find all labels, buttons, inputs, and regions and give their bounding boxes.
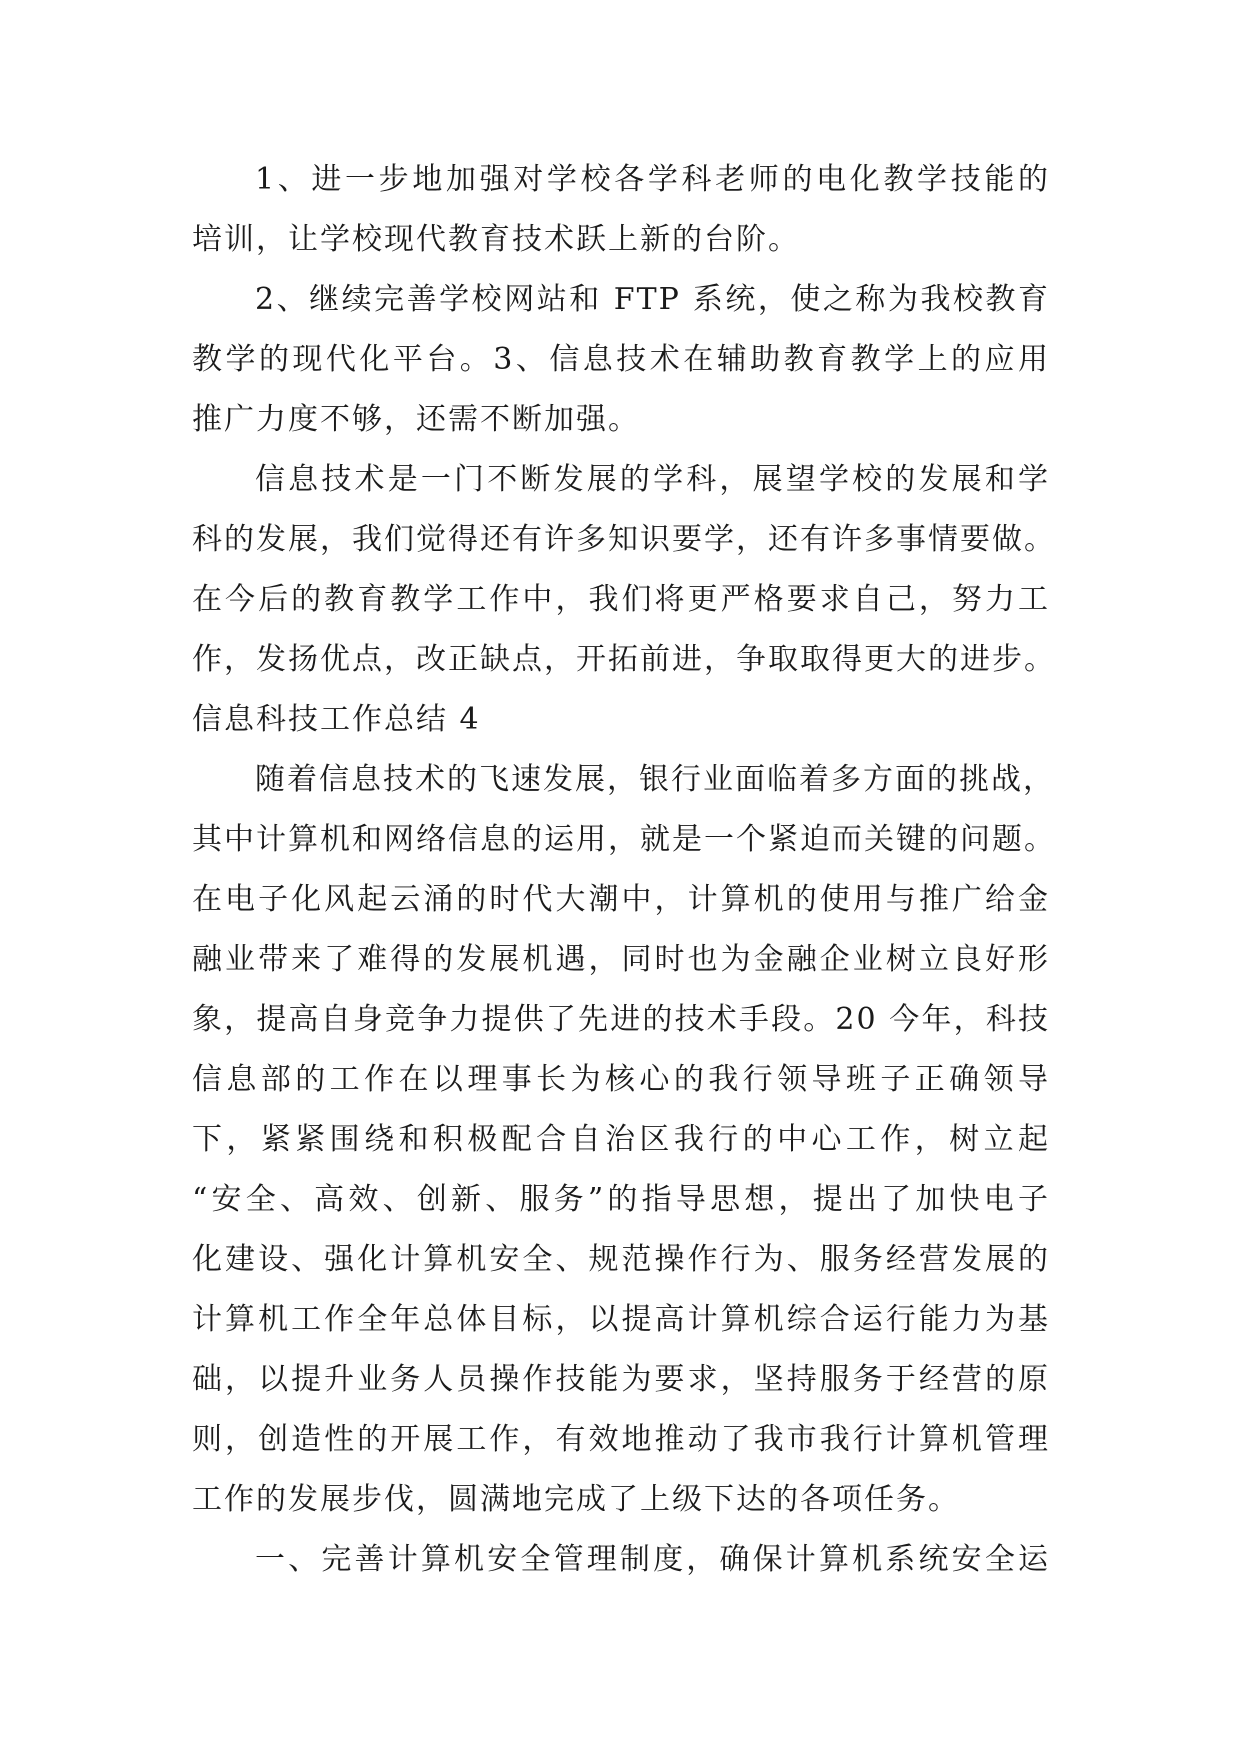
document-page xyxy=(192,150,1056,1590)
text-line: 础，以提升业务人员操作技能为要求，坚持服务于经营的原 xyxy=(192,1362,1050,1397)
text-line: 融业带来了难得的发展机遇，同时也为金融企业树立良好形 xyxy=(192,942,1050,977)
text-line: 作，发扬优点，改正缺点，开拓前进，争取取得更大的进步。 xyxy=(192,642,1056,677)
text-line: 2、继续完善学校网站和 FTP 系统，使之称为我校教育 xyxy=(255,282,1050,317)
text-line: 象，提高自身竞争力提供了先进的技术手段。20 今年，科技 xyxy=(192,1002,1050,1037)
text-line: 其中计算机和网络信息的运用，就是一个紧迫而关键的问题。 xyxy=(192,822,1056,857)
text-line: 随着信息技术的飞速发展，银行业面临着多方面的挑战， xyxy=(255,762,1055,797)
text-line: “安全、高效、创新、服务”的指导思想，提出了加快电子 xyxy=(192,1182,1050,1217)
text-line: 1、进一步地加强对学校各学科老师的电化教学技能的 xyxy=(255,162,1050,197)
text-line: 推广力度不够，还需不断加强。 xyxy=(192,402,640,437)
text-line: 培训，让学校现代教育技术跃上新的台阶。 xyxy=(192,222,800,257)
text-line: 一、完善计算机安全管理制度，确保计算机系统安全运 xyxy=(255,1542,1050,1577)
text-line: 则，创造性的开展工作，有效地推动了我市我行计算机管理 xyxy=(192,1422,1050,1457)
text-line: 教学的现代化平台。3、信息技术在辅助教育教学上的应用 xyxy=(192,342,1050,377)
text-line: 科的发展，我们觉得还有许多知识要学，还有许多事情要做。 xyxy=(192,522,1056,557)
text-line: 下，紧紧围绕和积极配合自治区我行的中心工作，树立起 xyxy=(192,1122,1050,1157)
text-line: 计算机工作全年总体目标，以提高计算机综合运行能力为基 xyxy=(192,1302,1050,1337)
section-heading: 信息科技工作总结 4 xyxy=(192,702,481,737)
text-line: 在今后的教育教学工作中，我们将更严格要求自己，努力工 xyxy=(192,582,1050,617)
text-line: 化建设、强化计算机安全、规范操作行为、服务经营发展的 xyxy=(192,1242,1050,1277)
text-line: 在电子化风起云涌的时代大潮中，计算机的使用与推广给金 xyxy=(192,882,1050,917)
text-line: 信息技术是一门不断发展的学科，展望学校的发展和学 xyxy=(255,462,1050,497)
text-line: 工作的发展步伐，圆满地完成了上级下达的各项任务。 xyxy=(192,1482,960,1517)
text-line: 信息部的工作在以理事长为核心的我行领导班子正确领导 xyxy=(192,1062,1050,1097)
